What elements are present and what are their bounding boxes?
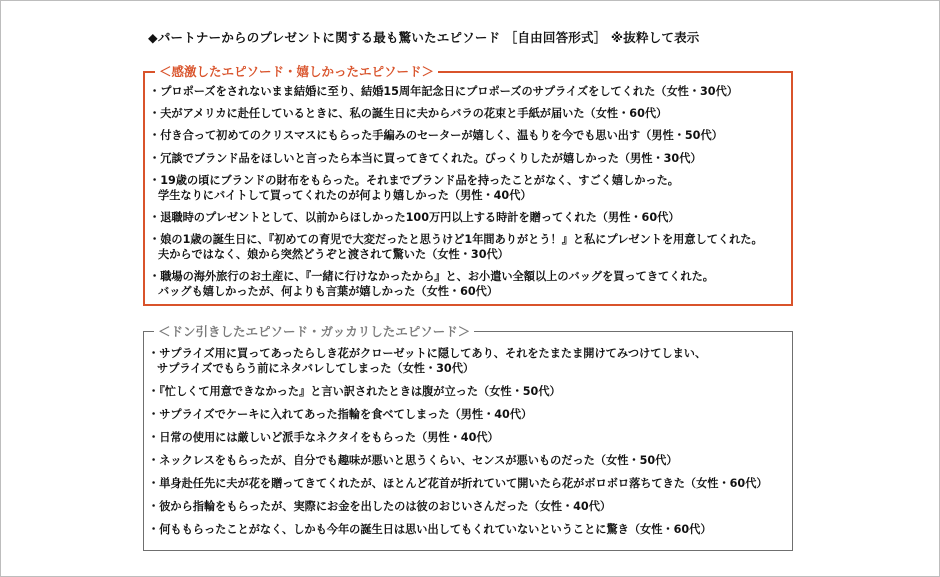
negative-episodes-title: ＜ドン引きしたエピソード・ガッカリしたエピソード＞ bbox=[154, 323, 474, 341]
positive-episodes-title: ＜感激したエピソード・嬉しかったエピソード＞ bbox=[155, 63, 438, 81]
episode-item bbox=[148, 499, 790, 514]
negative-episodes-list bbox=[148, 346, 790, 545]
episode-item bbox=[149, 232, 789, 262]
episode-text: ・日常の使用には厳しいど派手なネクタイをもらった（男性・40代） bbox=[148, 431, 499, 444]
episode-text: ・彼から指輪をもらったが、実際にお金を出したのは彼のおじいさんだった（女性・40代） bbox=[148, 500, 612, 513]
episode-item bbox=[149, 84, 789, 99]
episode-text-continued: 学生なりにバイトして買ってくれたのが何より嬉しかった（男性・40代） bbox=[158, 188, 532, 202]
episode-item bbox=[148, 476, 790, 491]
episode-item bbox=[148, 346, 790, 376]
episode-text: ・何ももらったことがなく、しかも今年の誕生日は思い出してもくれていないということに驚き（女性・60代） bbox=[148, 523, 712, 536]
episode-text: ・ネックレスをもらったが、自分でも趣味が悪いと思うくらい、センスが悪いものだった（女性・50代） bbox=[148, 454, 678, 467]
episode-text-continued: サプライズでもらう前にネタバレしてしまった（女性・30代） bbox=[157, 362, 475, 375]
episode-item bbox=[148, 522, 790, 537]
episode-item bbox=[149, 106, 789, 121]
positive-episodes-box bbox=[143, 64, 793, 306]
episode-text: ・退職時のプレゼントとして、以前からほしかった100万円以上する時計を贈ってくれた（男性・60代） bbox=[149, 210, 680, 224]
positive-episodes-list bbox=[149, 84, 789, 307]
episode-text: ・単身赴任先に夫が花を贈ってきてくれたが、ほとんど花首が折れていて開いたら花がボロボロ落ちてきた（女性・60代） bbox=[148, 477, 768, 490]
episode-text: ・サプライズ用に買ってあったらしき花がクローゼットに隠してあり、それをたまたま開けてみつけてしまい、 bbox=[148, 347, 707, 360]
episode-item bbox=[148, 407, 790, 422]
episode-item bbox=[149, 128, 789, 143]
page-heading: ◆パートナーからのプレゼントに関する最も驚いたエピソード ［自由回答形式］ ※抜粋して表示 bbox=[148, 30, 700, 45]
episode-text: ・職場の海外旅行のお土産に、『一緒に行けなかったから』と、お小遣い全額以上のバッグを買ってきてくれた。 bbox=[149, 270, 714, 284]
episode-item bbox=[149, 210, 789, 225]
episode-text: ・『忙しくて用意できなかった』と言い訳されたときは腹が立った（女性・50代） bbox=[148, 385, 561, 398]
episode-item bbox=[149, 173, 789, 203]
episode-text-continued: 夫からではなく、娘から突然どうぞと渡されて驚いた（女性・30代） bbox=[158, 248, 509, 262]
negative-episodes-box bbox=[143, 324, 793, 551]
episode-text: ・娘の1歳の誕生日に、『初めての育児で大変だったと思うけど1年間ありがとう！』と私にプレゼントを用意してくれた。 bbox=[149, 233, 763, 247]
episode-item bbox=[149, 151, 789, 166]
episode-text: ・付き合って初めてのクリスマスにもらった手編みのセーターが嬉しく、温もりを今でも思い出す（男性・50代） bbox=[149, 129, 723, 143]
episode-text-continued: バッグも嬉しかったが、何よりも言葉が嬉しかった（女性・60代） bbox=[158, 285, 499, 299]
episode-text: ・夫がアメリカに赴任しているときに、私の誕生日に夫からバラの花束と手紙が届いた（女性・60代） bbox=[149, 107, 668, 121]
episode-text: ・19歳の頃にブランドの財布をもらった。それまでブランド品を持ったことがなく、すごく嬉しかった。 bbox=[149, 173, 679, 187]
episode-text: ・プロポーズをされないまま結婚に至り、結婚15周年記念日にプロポーズのサプライズをしてくれた（女性・30代） bbox=[149, 85, 738, 98]
episode-item bbox=[148, 430, 790, 445]
episode-text: ・冗談でブランド品をほしいと言ったら本当に買ってきてくれた。びっくりしたが嬉しかった（男性・30代） bbox=[149, 151, 702, 165]
episode-text: ・サプライズでケーキに入れてあった指輪を食べてしまった（男性・40代） bbox=[148, 408, 533, 421]
episode-item bbox=[148, 384, 790, 399]
episode-item bbox=[149, 269, 789, 299]
episode-item bbox=[148, 453, 790, 468]
